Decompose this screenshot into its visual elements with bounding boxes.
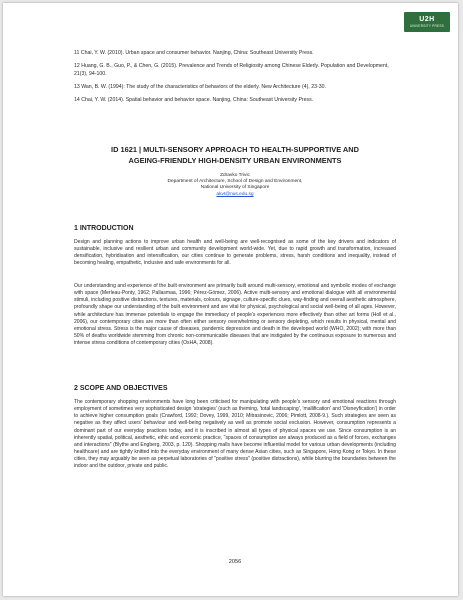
section-heading-introduction: 1 INTRODUCTION <box>74 225 134 232</box>
paragraph: The contemporary shopping environments have long been criticised for manipulating with people's sensory and emotional reactions through employment of sometimes very sophisticated design 'strategies' (such as theming, 'total landscaping', 'mallification' and 'Disneyfication') in order to achieve higher consumption goals (Crawford, 1992; Dovey, 1999, 2010; Mitrasinovic, 2006; Pimlott, 2008-9.). Such strategies are seen as negative as they affect users' behaviour and well-being negatively as well as promote social exclusion. However, consumption represents a dominant part of our everyday practices today, and it is inscribed in almost all types of physical spaces we use. Since consumption is an inherently spatial, political, aesthetic, ethic and economic practice, "spaces of consumption are always produced as a field of forces, exchanges and interactions" (Blythe and Engberg, 2003, p. 120). Shopping malls have become influential model for various urban developments (including healthcare) and are tightly knitted into the everyday environment of many dense Asian cities, such as Singapore, Hong Kong or Tokyo. In these cities, they may arguably be seen as perpetual laboratories of "positive stress" (positive distractions), while blurring the boundaries between the indoor and the outdoor, private and public. <box>74 399 396 470</box>
reference-list <box>74 50 396 111</box>
paper-title <box>74 144 396 166</box>
author-block <box>74 173 396 198</box>
page-number: 2056 <box>228 559 242 565</box>
publisher-logo <box>404 12 450 32</box>
paper-title-line: ID 1621 | MULTI-SENSORY APPROACH TO HEALTH-SUPPORTIVE AND <box>111 145 359 154</box>
author-department: Department of Architecture, School of Design and Environment, <box>167 179 303 185</box>
logo-subtext: UNIVERSITY PRESS <box>410 24 444 28</box>
section-heading-scope: 2 SCOPE AND OBJECTIVES <box>74 385 168 392</box>
author-name: Zdravko Trivic <box>220 173 250 178</box>
author-university: National University of Singapore <box>200 185 270 191</box>
paragraph: Design and planning actions to improve urban health and well-being are well-recognised as some of the key drivers and indicators of sustainable, inclusive and resilient urban and community development world-wide. Yet, due to rapid growth and transformation, increased densification, hybridisation and intensification, our cities continue to generate problems, stress, harsh conditions and inequality, instead of becoming healing, empathetic, inclusive and safe environments for all. <box>74 239 396 267</box>
document-page <box>3 3 458 596</box>
author-email-link[interactable]: akvt@nus.edu.sg <box>216 191 254 197</box>
paragraph: Our understanding and experience of the built environment are primarily built around multi-sensory, emotional and symbolic modes of exchange with space (Merleau-Ponty, 1962; Pallasmaa, 1996; Pérez-Gómez, 2006). Active multi-sensory and emotional dialogue with all environmental stimuli, including positive distractions, textures, materials, colours, signage, culture-specific clues, way-finding and overall aesthetic atmosphere, profoundly shape our understanding of the built environment and are vital for physical, psychological and social well-being of all ages. However, while architecture has immense potentials to engage the immediacy of people's experiences more effectively than other art forms (Holl et al., 2006), our contemporary cities are more than often either sensory overwhelming or sensory depleting, which results in physical, mental and emotional stress. Stress is the major cause of diseases, pandemic depression and death in the developed world (WHO, 2002); with more than 50% of deaths worldwide stemming from chronic non-communicable diseases that are instigated by the continuous exposure to numerous and intense stress conditions of contemporary cities (OsHA, 2008). <box>74 283 396 347</box>
reference-item: 13 Wan, B. W. (1994): The study of the characteristics of behaviors of the elderly. New Architecture (4), 23-30. <box>74 84 326 91</box>
reference-item: 11 Chai, Y. W. (2010). Urban space and consumer behavior. Nanjing, China: Southeast University Press. <box>74 50 314 56</box>
reference-item: 12 Huang, G. B., Guo, P., & Chen, G. (2015). Prevalence and Trends of Religiosity among Chinese Elderly. Population and Development, 21(3), 94-100. <box>74 63 389 77</box>
logo-text: U2H <box>419 16 435 23</box>
paper-title-line: AGEING-FRIENDLY HIGH-DENSITY URBAN ENVIRONMENTS <box>128 156 342 165</box>
reference-item: 14 Chai, Y. W. (2014). Spatial behavior and behavior space. Nanjing, China: Southeast University Press. <box>74 97 314 104</box>
